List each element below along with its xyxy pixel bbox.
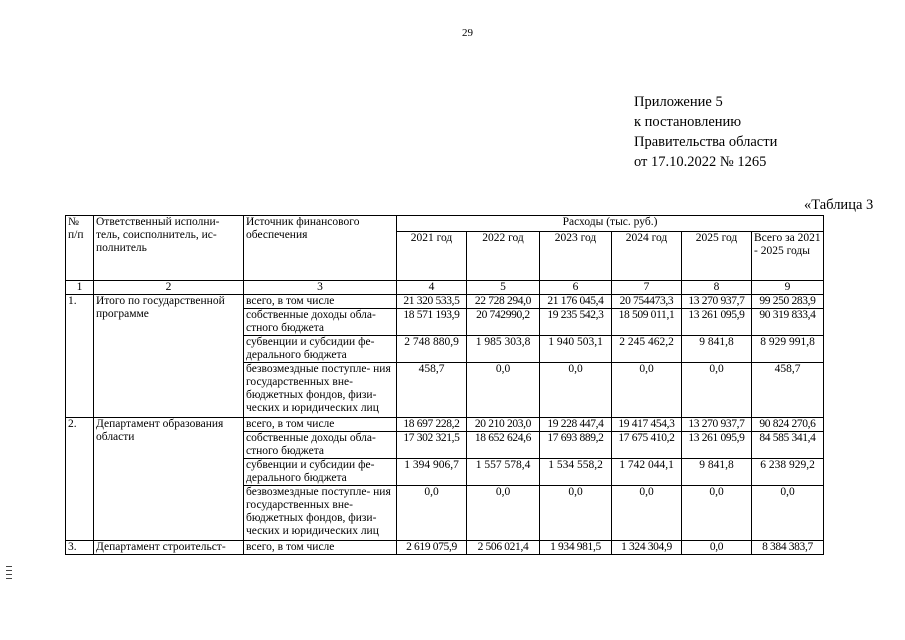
funding-source: всего, в том числе bbox=[244, 541, 397, 555]
amount-cell: 19 417 454,3 bbox=[612, 418, 682, 432]
expenses-table bbox=[65, 215, 824, 555]
table-row bbox=[66, 541, 824, 555]
amount-cell: 20 754473,3 bbox=[612, 295, 682, 309]
amount-cell: 18 697 228,2 bbox=[397, 418, 467, 432]
appendix-line: Правительства области bbox=[634, 134, 778, 150]
amount-cell: 0,0 bbox=[612, 486, 682, 541]
amount-cell: 18 509 011,1 bbox=[612, 309, 682, 336]
responsible-name: Департамент образования области bbox=[94, 418, 244, 541]
amount-cell: 18 652 624,6 bbox=[467, 432, 540, 459]
amount-cell: 2 748 880,9 bbox=[397, 336, 467, 363]
amount-cell: 0,0 bbox=[467, 363, 540, 418]
amount-cell: 1 934 981,5 bbox=[540, 541, 612, 555]
amount-cell: 21 176 045,4 bbox=[540, 295, 612, 309]
amount-cell: 0,0 bbox=[682, 541, 752, 555]
header-year-2023: 2023 год bbox=[540, 232, 612, 281]
amount-cell: 1 742 044,1 bbox=[612, 459, 682, 486]
responsible-name: Итого по государственной программе bbox=[94, 295, 244, 418]
header-year-2022: 2022 год bbox=[467, 232, 540, 281]
header-num: № п/п bbox=[66, 216, 94, 281]
amount-cell: 9 841,8 bbox=[682, 336, 752, 363]
amount-cell: 18 571 193,9 bbox=[397, 309, 467, 336]
amount-cell: 17 302 321,5 bbox=[397, 432, 467, 459]
header-responsible: Ответственный исполни- тель, соисполнитель, ис- полнитель bbox=[94, 216, 244, 281]
amount-cell: 90 319 833,4 bbox=[752, 309, 824, 336]
funding-source: собственные доходы обла- стного бюджета bbox=[244, 432, 397, 459]
funding-source: безвозмездные поступле- ния государственных вне- бюджетных фондов, физи- ческих и юридических лиц bbox=[244, 486, 397, 541]
column-number: 7 bbox=[612, 281, 682, 295]
funding-source: безвозмездные поступле- ния государственных вне- бюджетных фондов, физи- ческих и юридических лиц bbox=[244, 363, 397, 418]
amount-cell: 0,0 bbox=[682, 486, 752, 541]
amount-cell: 9 841,8 bbox=[682, 459, 752, 486]
amount-cell: 13 270 937,7 bbox=[682, 295, 752, 309]
amount-cell: 0,0 bbox=[540, 363, 612, 418]
amount-cell: 1 534 558,2 bbox=[540, 459, 612, 486]
amount-cell: 13 270 937,7 bbox=[682, 418, 752, 432]
amount-cell: 0,0 bbox=[682, 363, 752, 418]
appendix-line: к постановлению bbox=[634, 114, 742, 130]
header-total: Всего за 2021 - 2025 годы bbox=[752, 232, 824, 281]
amount-cell: 0,0 bbox=[397, 486, 467, 541]
table-caption: «Таблица 3 bbox=[804, 197, 874, 213]
appendix-line: Приложение 5 bbox=[634, 94, 723, 110]
amount-cell: 458,7 bbox=[752, 363, 824, 418]
funding-source: всего, в том числе bbox=[244, 295, 397, 309]
header-year-2024: 2024 год bbox=[612, 232, 682, 281]
page-number: 29 bbox=[462, 27, 473, 39]
amount-cell: 17 675 410,2 bbox=[612, 432, 682, 459]
amount-cell: 19 228 447,4 bbox=[540, 418, 612, 432]
funding-source: субвенции и субсидии фе- дерального бюджета bbox=[244, 459, 397, 486]
column-number: 2 bbox=[94, 281, 244, 295]
amount-cell: 90 824 270,6 bbox=[752, 418, 824, 432]
header-year-2025: 2025 год bbox=[682, 232, 752, 281]
funding-source: всего, в том числе bbox=[244, 418, 397, 432]
amount-cell: 20 210 203,0 bbox=[467, 418, 540, 432]
amount-cell: 1 394 906,7 bbox=[397, 459, 467, 486]
header-expenses: Расходы (тыс. руб.) bbox=[397, 216, 824, 232]
amount-cell: 8 929 991,8 bbox=[752, 336, 824, 363]
amount-cell: 1 985 303,8 bbox=[467, 336, 540, 363]
amount-cell: 20 742990,2 bbox=[467, 309, 540, 336]
amount-cell: 2 506 021,4 bbox=[467, 541, 540, 555]
amount-cell: 0,0 bbox=[467, 486, 540, 541]
amount-cell: 19 235 542,3 bbox=[540, 309, 612, 336]
amount-cell: 1 324 304,9 bbox=[612, 541, 682, 555]
amount-cell: 13 261 095,9 bbox=[682, 309, 752, 336]
column-number: 4 bbox=[397, 281, 467, 295]
amount-cell: 2 245 462,2 bbox=[612, 336, 682, 363]
row-number: 2. bbox=[66, 418, 94, 541]
appendix-line: от 17.10.2022 № 1265 bbox=[634, 154, 767, 170]
funding-source: собственные доходы обла- стного бюджета bbox=[244, 309, 397, 336]
amount-cell: 84 585 341,4 bbox=[752, 432, 824, 459]
row-number: 1. bbox=[66, 295, 94, 418]
row-number: 3. bbox=[66, 541, 94, 555]
amount-cell: 1 557 578,4 bbox=[467, 459, 540, 486]
column-number: 6 bbox=[540, 281, 612, 295]
amount-cell: 0,0 bbox=[752, 486, 824, 541]
table-row bbox=[66, 295, 824, 309]
amount-cell: 99 250 283,9 bbox=[752, 295, 824, 309]
appendix-note bbox=[634, 92, 777, 172]
amount-cell: 6 238 929,2 bbox=[752, 459, 824, 486]
column-number: 1 bbox=[66, 281, 94, 295]
amount-cell: 22 728 294,0 bbox=[467, 295, 540, 309]
amount-cell: 8 384 383,7 bbox=[752, 541, 824, 555]
amount-cell: 1 940 503,1 bbox=[540, 336, 612, 363]
column-number: 8 bbox=[682, 281, 752, 295]
column-number: 5 bbox=[467, 281, 540, 295]
column-number: 9 bbox=[752, 281, 824, 295]
header-year-2021: 2021 год bbox=[397, 232, 467, 281]
funding-source: субвенции и субсидии фе- дерального бюджета bbox=[244, 336, 397, 363]
column-number: 3 bbox=[244, 281, 397, 295]
amount-cell: 0,0 bbox=[612, 363, 682, 418]
responsible-name: Департамент строительст- bbox=[94, 541, 244, 555]
amount-cell: 13 261 095,9 bbox=[682, 432, 752, 459]
amount-cell: 21 320 533,5 bbox=[397, 295, 467, 309]
amount-cell: 2 619 075,9 bbox=[397, 541, 467, 555]
header-source: Источник финансового обеспечения bbox=[244, 216, 397, 281]
amount-cell: 17 693 889,2 bbox=[540, 432, 612, 459]
margin-tick-marks bbox=[6, 566, 12, 582]
table-row bbox=[66, 418, 824, 432]
amount-cell: 458,7 bbox=[397, 363, 467, 418]
amount-cell: 0,0 bbox=[540, 486, 612, 541]
